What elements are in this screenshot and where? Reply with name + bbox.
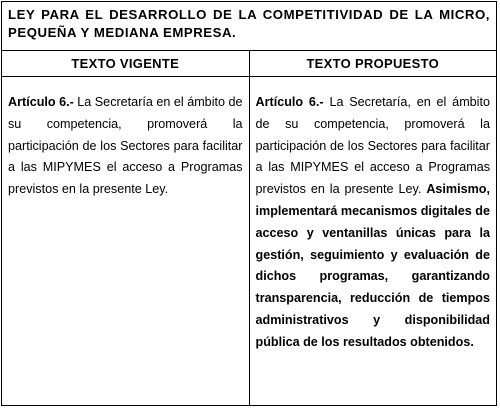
current-article-body: La Secretaría en el ámbito de su competencia, promoverá la participación de los Sectores para facilitar a las MIPYMES el acceso a Programas previstos en la presente Ley. <box>8 95 243 197</box>
proposed-added-text: Asimismo, implementará mecanismos digitales de acceso y ventanillas únicas para la gestión, seguimiento y evaluación de dichos programas, garantizando transparencia, reducción de tiempos administrativos y disponibilidad pública de los resultados obtenidos. <box>255 182 491 349</box>
article-row <box>2 77 497 406</box>
current-text-cell <box>2 77 250 406</box>
proposed-text-cell <box>249 77 497 406</box>
current-text-header: TEXTO VIGENTE <box>2 51 250 77</box>
proposed-text-header: TEXTO PROPUESTO <box>249 51 497 77</box>
law-title-row <box>2 2 497 51</box>
current-article-label: Artículo 6.- <box>8 95 74 109</box>
column-header-row <box>2 51 497 77</box>
proposed-article-body: La Secretaría, en el ámbito de su competencia, promoverá la participación de los Sectores para facilitar a las MIPYMES el acceso a Programas previstos en la presente Ley. <box>255 95 490 197</box>
comparison-table <box>1 1 497 406</box>
law-title: LEY PARA EL DESARROLLO DE LA COMPETITIVIDAD DE LA MICRO, PEQUEÑA Y MEDIANA EMPRESA. <box>2 2 497 51</box>
proposed-article-label: Artículo 6.- <box>255 95 324 109</box>
